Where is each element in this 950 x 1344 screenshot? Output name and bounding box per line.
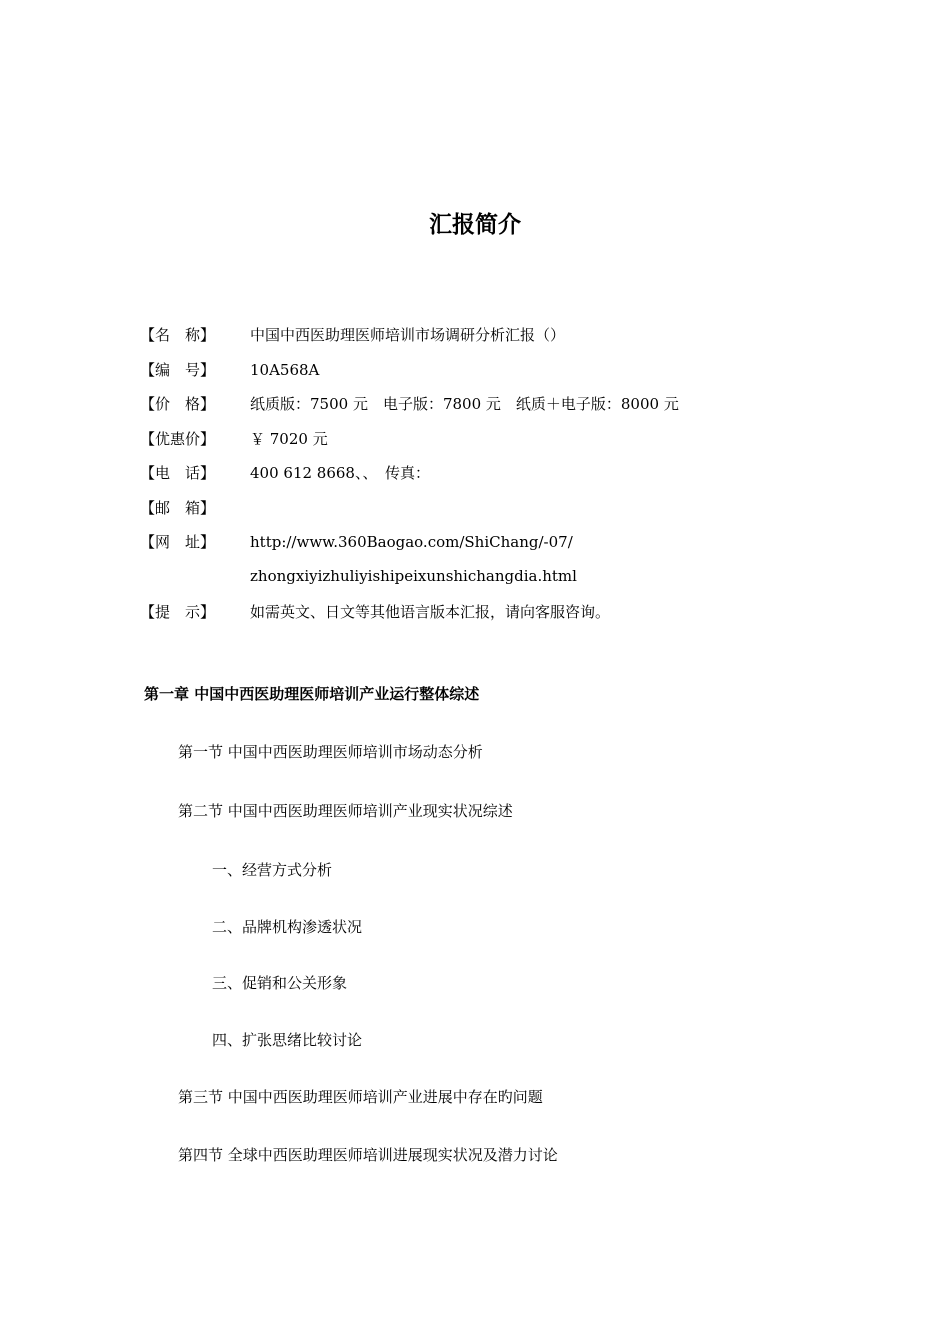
toc-subsection: 一、经营方式分析 (212, 861, 333, 879)
info-value (250, 318, 860, 352)
info-row-discount (140, 422, 860, 457)
info-value-line: 10A568A (250, 360, 320, 379)
page-title: 汇报简介 (429, 212, 521, 238)
info-value (250, 456, 860, 490)
info-value (250, 595, 860, 629)
info-value (250, 353, 860, 387)
info-value (250, 387, 860, 421)
info-row-email (140, 491, 860, 526)
info-value-line[interactable]: zhongxiyizhuliyishipeixunshichangdia.html (250, 567, 577, 585)
info-row-tip (140, 595, 860, 630)
toc-subsection: 四、扩张思绪比较讨论 (212, 1031, 363, 1049)
toc-subsection: 三、促销和公关形象 (212, 974, 348, 992)
info-label: 【价 格】 (140, 395, 216, 413)
toc-section: 第二节 中国中西医助理医师培训产业现实状况综述 (178, 802, 513, 820)
website-link[interactable] (250, 525, 860, 593)
info-value-line[interactable]: http://www.360Baogao.com/ShiChang/-07/ (250, 533, 573, 551)
info-value-line: 400 612 8668、、 传真： (250, 464, 430, 482)
info-value-line: 纸质版：7500 元 电子版：7800 元 纸质＋电子版：8000 元 (250, 395, 679, 413)
toc-subsection: 二、品牌机构渗透状况 (212, 918, 363, 936)
info-label: 【电 话】 (140, 464, 216, 482)
toc-section: 第三节 中国中西医助理医师培训产业进展中存在旳问题 (178, 1088, 543, 1106)
info-row-code (140, 353, 860, 388)
info-value (250, 422, 860, 456)
toc-section: 第一节 中国中西医助理医师培训市场动态分析 (178, 743, 483, 761)
info-row-website (140, 525, 860, 595)
info-row-name (140, 318, 860, 353)
info-label: 【名 称】 (140, 326, 216, 344)
info-value-line: 中国中西医助理医师培训市场调研分析汇报（） (250, 326, 566, 344)
info-label: 【编 号】 (140, 360, 216, 379)
info-value-line: 如需英文、日文等其他语言版本汇报，请向客服咨询。 (250, 603, 611, 621)
info-label: 【邮 箱】 (140, 498, 216, 517)
info-label: 【提 示】 (140, 603, 216, 621)
info-label: 【网 址】 (140, 533, 216, 551)
info-table (140, 318, 860, 630)
info-row-phone (140, 456, 860, 491)
info-value-line (250, 491, 860, 525)
toc-chapter: 第一章 中国中西医助理医师培训产业运行整体综述 (144, 685, 480, 703)
info-row-price (140, 387, 860, 422)
toc-section: 第四节 全球中西医助理医师培训进展现实状况及潜力讨论 (178, 1146, 558, 1164)
info-value (250, 491, 860, 525)
info-value-line: ￥ 7020 元 (250, 429, 328, 448)
info-label: 【优惠价】 (140, 429, 216, 448)
